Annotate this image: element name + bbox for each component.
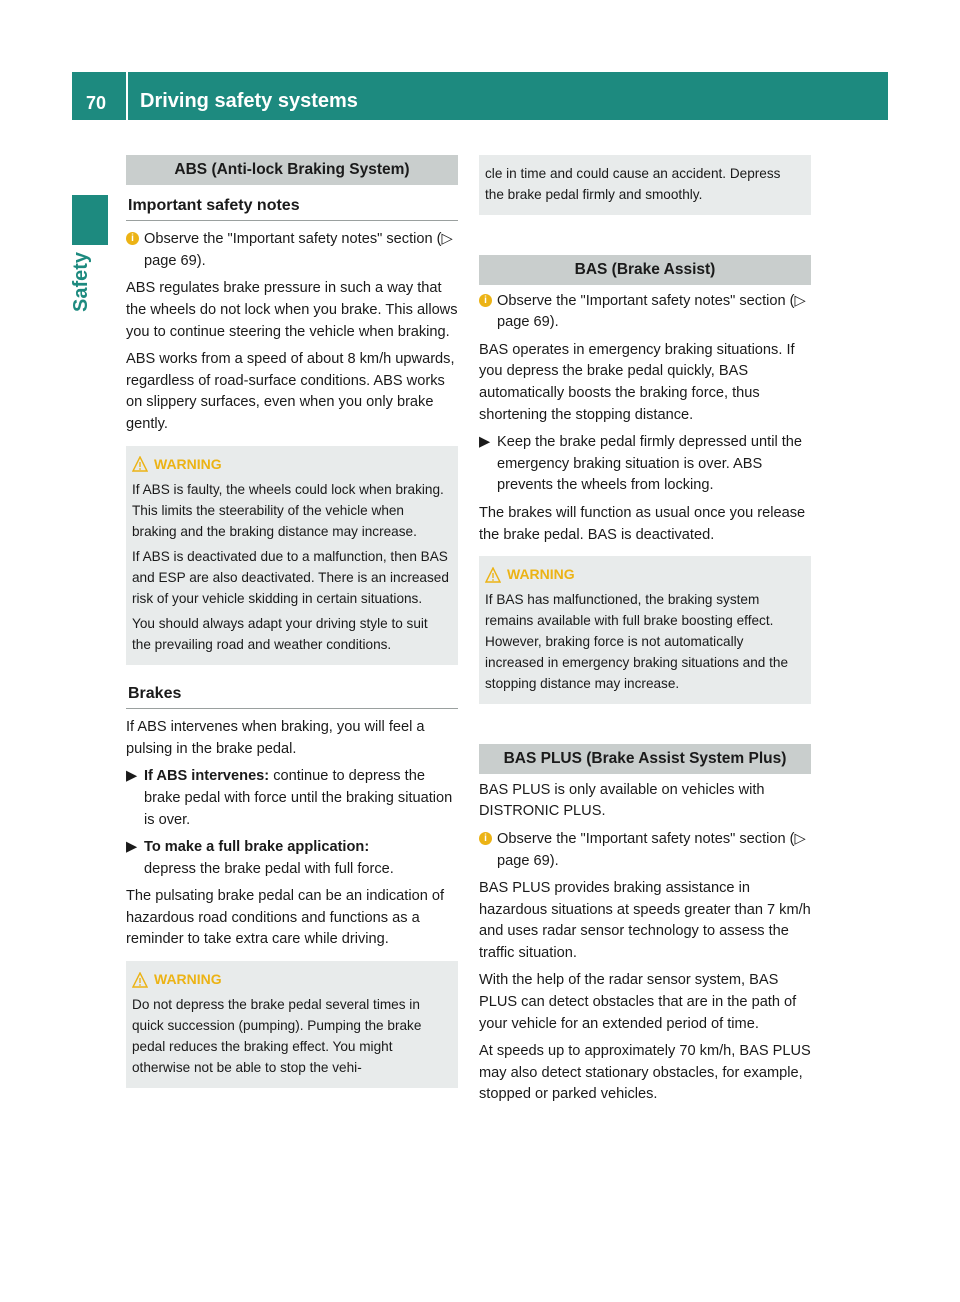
bas-plus-paragraph-4: At speeds up to approximately 70 km/h, BAS PLUS may also detect stationary obstacles, for example, stopped or parked vehicles.: [479, 1043, 811, 1103]
abs-subheading: Important safety notes: [126, 191, 458, 222]
chapter-title: Driving safety systems: [140, 90, 358, 112]
brakes-paragraph-2: The pulsating brake pedal can be an indication of hazardous road conditions and functions as a reminder to take extra care while driving.: [126, 888, 445, 948]
brakes-step-2: [126, 837, 458, 880]
bas-step-text: Keep the brake pedal firmly depressed until the emergency braking situation is over. ABS prevents the wheels from locking.: [497, 434, 803, 494]
warning-text: Do not depress the brake pedal several times in quick succession (pumping). Pumping the brake pedal reduces the braking effect. You might otherwise not be able to stop the vehi-: [132, 997, 422, 1076]
warning-triangle-icon: [132, 972, 148, 988]
step-arrow-icon: ▶: [126, 768, 138, 785]
bas-plus-info-note: [479, 829, 811, 872]
warning-text-2: If ABS is deactivated due to a malfunction, then BAS and ESP are also deactivated. There is an increased risk of your vehicle skidding in certain situations.: [132, 548, 449, 606]
bas-step: [479, 432, 811, 497]
abs-info-text: Observe the "Important safety notes" section (▷ page 69).: [144, 231, 453, 269]
warning-label: WARNING: [154, 455, 222, 472]
brakes-subheading: Brakes: [126, 679, 458, 710]
brakes-paragraph-1: If ABS intervenes when braking, you will feel a pulsing in the brake pedal.: [126, 719, 425, 757]
page-number: 70: [86, 93, 107, 113]
spacer: [479, 718, 811, 744]
warning-label: WARNING: [507, 566, 575, 583]
step-2-text: depress the brake pedal with full force.: [144, 860, 394, 877]
abs-heading: ABS (Anti-lock Braking System): [126, 155, 458, 185]
brakes-warning-continuation: [479, 155, 811, 215]
abs-paragraph-1: ABS regulates brake pressure in such a way that the wheels do not lock when you brake. This allows you to continue steering the vehicle when braking.: [126, 280, 458, 340]
bas-info-note: [479, 291, 811, 334]
bas-plus-paragraph-1: BAS PLUS is only available on vehicles with DISTRONIC PLUS.: [479, 781, 765, 820]
warning-text: If BAS has malfunctioned, the braking system remains available with full brake boosting effect. However, braking force is not automatically increased in emergency braking situations and the stopping distance may increase.: [485, 592, 789, 692]
spacer: [479, 229, 811, 255]
bas-plus-heading: BAS PLUS (Brake Assist System Plus): [479, 744, 811, 774]
warning-header: [485, 564, 803, 585]
warning-label: WARNING: [154, 971, 222, 988]
brakes-warning-box: [126, 961, 458, 1088]
bas-plus-info-text: Observe the "Important safety notes" section (▷ page 69).: [497, 830, 806, 869]
step-1-text: continue to depress the brake pedal with force until the braking situation is over.: [144, 768, 453, 828]
bas-plus-paragraph-3: With the help of the radar sensor system, BAS PLUS can detect obstacles that are in the path of your vehicle for an extended period of time.: [479, 972, 797, 1032]
bas-warning-box: [479, 556, 811, 704]
info-icon: i: [479, 294, 492, 307]
warning-continuation-text: cle in time and could cause an accident. Depress the brake pedal firmly and smoothly.: [485, 166, 781, 202]
abs-info-note: [126, 229, 458, 272]
info-icon: i: [479, 832, 492, 845]
bas-paragraph-1: BAS operates in emergency braking situations. If you depress the brake pedal quickly, BAS automatically boosts the braking force, thus shortening the stopping distance.: [479, 341, 795, 423]
info-icon: i: [126, 232, 139, 245]
warning-text-1: If ABS is faulty, the wheels could lock when braking. This limits the steerability of the vehicle when braking and the braking distance may increase.: [132, 481, 444, 539]
warning-header: [132, 454, 450, 475]
warning-text-3: You should always adapt your driving style to suit the prevailing road and weather conditions.: [132, 615, 428, 652]
warning-triangle-icon: [132, 456, 148, 472]
bas-paragraph-2: The brakes will function as usual once you release the brake pedal. BAS is deactivated.: [479, 504, 806, 543]
step-1-bold: If ABS intervenes:: [144, 768, 270, 785]
left-column: [126, 155, 458, 1102]
bas-heading: BAS (Brake Assist): [479, 255, 811, 285]
brakes-step-1: [126, 766, 458, 831]
warning-triangle-icon: [485, 567, 501, 583]
step-arrow-icon: ▶: [126, 839, 138, 856]
abs-paragraph-2: ABS works from a speed of about 8 km/h upwards, regardless of road-surface conditions. ABS works on slippery surfaces, even when you only brake gently.: [126, 351, 455, 432]
side-marker-block: [72, 195, 108, 245]
step-2-bold: To make a full brake application:: [144, 839, 370, 856]
right-column: [479, 155, 811, 1112]
step-arrow-icon: ▶: [479, 434, 491, 451]
warning-header: [132, 969, 450, 990]
section-side-tab: Safety: [70, 251, 92, 312]
bas-info-text: Observe the "Important safety notes" section (▷ page 69).: [497, 292, 806, 331]
abs-warning-box: [126, 446, 458, 665]
header-divider: [126, 72, 128, 120]
bas-plus-paragraph-2: BAS PLUS provides braking assistance in hazardous situations at speeds greater than 7 km/h and uses radar sensor technology to assess the traffic situation.: [479, 880, 811, 961]
